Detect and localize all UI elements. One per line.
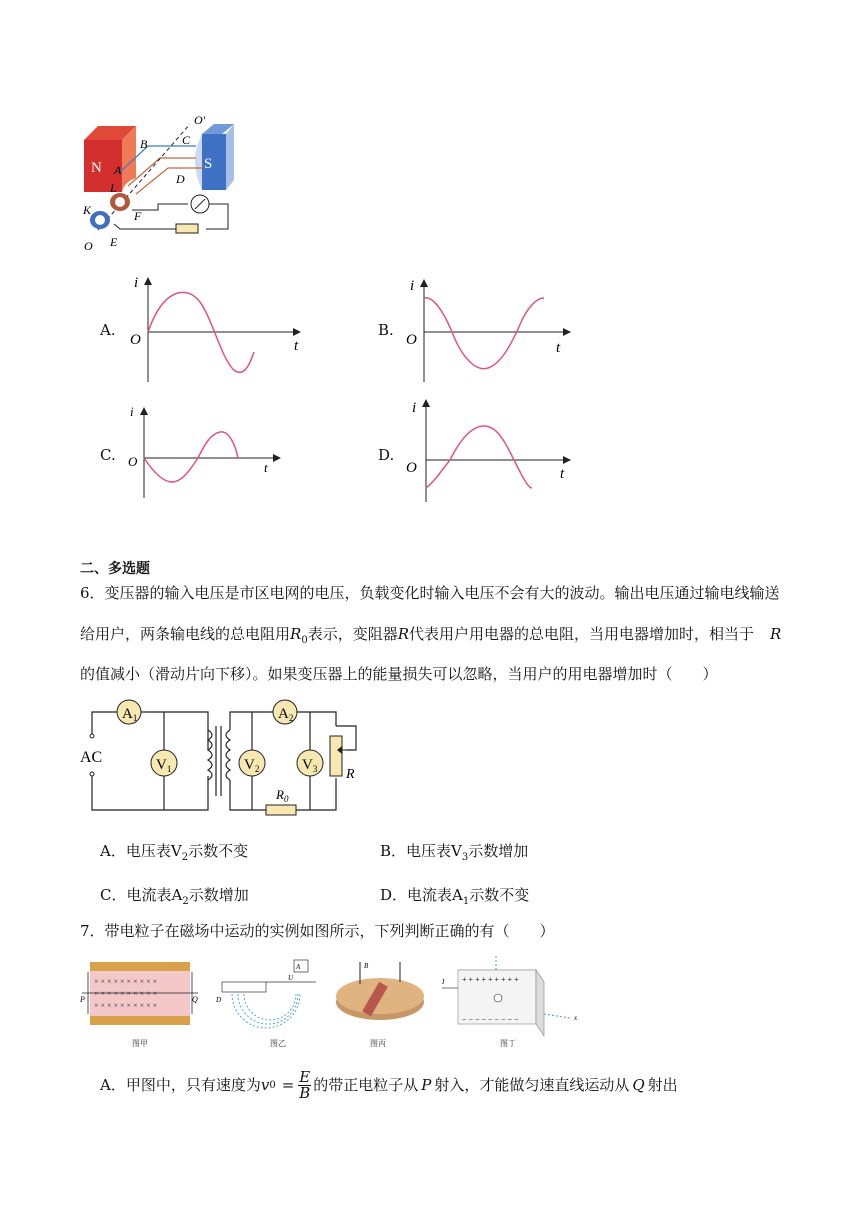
svg-text:× × × × × × × × × ×: × × × × × × × × × × <box>94 1001 158 1010</box>
svg-text:图乙: 图乙 <box>270 1039 286 1048</box>
svg-text:I: I <box>442 978 445 986</box>
rheostat-label: R <box>346 767 355 782</box>
svg-text:× × × × × × × × × ×: × × × × × × × × × × <box>94 989 158 998</box>
svg-text:i: i <box>412 400 417 416</box>
q6-line3: 的值减小（滑动片向下移）。如果变压器上的能量损失可以忽略，当用户的用电器增加时（ ） <box>80 665 718 683</box>
figure-ding <box>441 956 578 1048</box>
svg-text:图丁: 图丁 <box>500 1039 516 1048</box>
figure-bing <box>336 962 424 1048</box>
label-c: C <box>182 133 191 147</box>
svg-text:t: t <box>560 466 565 482</box>
magnet-s-label: S <box>204 156 213 172</box>
q6-line1: 6．变压器的输入电压是市区电网的电压，负载变化时输入电压不会有大的波动。输出电压通过输电线输送 <box>80 584 780 602</box>
label-e: E <box>110 235 118 249</box>
svg-text:i: i <box>130 404 134 419</box>
option-a-letter: A. <box>100 321 116 339</box>
option-d-letter: D. <box>378 446 395 464</box>
graph-option-d <box>402 396 577 504</box>
graph-option-c <box>124 404 284 500</box>
svg-text:x: x <box>574 1014 578 1022</box>
q7-option-a[interactable]: A．甲图中，只有速度为 v 0 = $\frac{E}{B}$ 的带正电粒子从 P 射入，才能做匀速直线运动从 Q 射出 <box>100 1067 678 1102</box>
label-k: K <box>83 203 92 217</box>
q7-stem: 7．带电粒子在磁场中运动的实例如图所示，下列判断正确的有（ ） <box>80 922 555 940</box>
svg-text:i: i <box>410 278 415 294</box>
svg-text:A: A <box>296 963 301 971</box>
svg-text:i: i <box>134 275 139 291</box>
svg-text:O: O <box>128 454 138 469</box>
curve-c <box>144 432 238 482</box>
label-o: O <box>84 239 93 253</box>
curve-d <box>426 426 532 488</box>
svg-text:t: t <box>264 460 268 475</box>
option-c-letter: C. <box>100 446 116 464</box>
graph-option-a <box>126 272 306 386</box>
q6-option-d[interactable]: D．电流表$A_1$示数不变 <box>380 886 530 907</box>
q6-line2: 给用户，两条输电线的总电阻用$R_0$表示，变阻器R代表用户用电器的总电阻，当用电器增加时，相当于 <box>80 625 755 646</box>
svg-text:+ + + + + + + + +: + + + + + + + + + <box>462 975 519 984</box>
curve-b <box>424 298 544 369</box>
q6-option-b[interactable]: B．电压表$V_3$示数增加 <box>380 842 529 863</box>
svg-text:D: D <box>216 996 222 1004</box>
svg-text:O: O <box>406 460 417 476</box>
magnet-n-label: N <box>91 160 102 176</box>
label-d: D <box>176 172 185 186</box>
svg-text:O: O <box>406 332 417 348</box>
label-b: B <box>140 137 148 151</box>
option-b-letter: B. <box>378 321 394 339</box>
label-l: L <box>110 181 117 195</box>
section-title: 二、多选题 <box>80 561 150 577</box>
svg-text:B: B <box>364 962 369 970</box>
q6-option-c[interactable]: C．电流表$A_2$示数增加 <box>100 886 249 907</box>
graph-option-b <box>402 276 577 384</box>
figure-yi <box>215 960 316 1048</box>
svg-text:U: U <box>288 974 294 982</box>
ac-source-label: AC <box>80 749 103 766</box>
svg-text:图甲: 图甲 <box>132 1039 148 1048</box>
meter-v1: $V_1$ <box>156 757 172 774</box>
q7-figures <box>80 952 590 1056</box>
fraction-e-over-b: $\frac{E}{B}$ <box>299 1067 311 1102</box>
generator-figure <box>78 112 248 257</box>
q6-circuit <box>78 696 368 820</box>
figure-jia <box>80 962 198 1048</box>
svg-text:− − − − − − − − −: − − − − − − − − − <box>462 1015 519 1024</box>
q6-r-symbol: R <box>770 625 782 643</box>
svg-text:O: O <box>130 332 141 348</box>
meter-v2: $V_2$ <box>244 757 260 774</box>
svg-text:t: t <box>556 340 561 356</box>
svg-text:P: P <box>80 995 85 1004</box>
svg-text:图丙: 图丙 <box>370 1039 386 1048</box>
meter-v3: $V_3$ <box>302 757 318 774</box>
svg-text:× × × × × × × × × ×: × × × × × × × × × × <box>94 977 158 986</box>
resistor-r0-label: $R_0$ <box>276 787 289 804</box>
svg-text:t: t <box>294 338 299 354</box>
meter-a1: $A_1$ <box>122 706 138 723</box>
label-oprime: O' <box>194 113 206 127</box>
svg-text:Q: Q <box>192 995 198 1004</box>
label-f: F <box>134 209 142 223</box>
q6-option-a[interactable]: A．电压表$V_2$示数不变 <box>100 842 249 863</box>
label-a: A <box>114 163 122 177</box>
meter-a2: $A_2$ <box>278 706 294 723</box>
